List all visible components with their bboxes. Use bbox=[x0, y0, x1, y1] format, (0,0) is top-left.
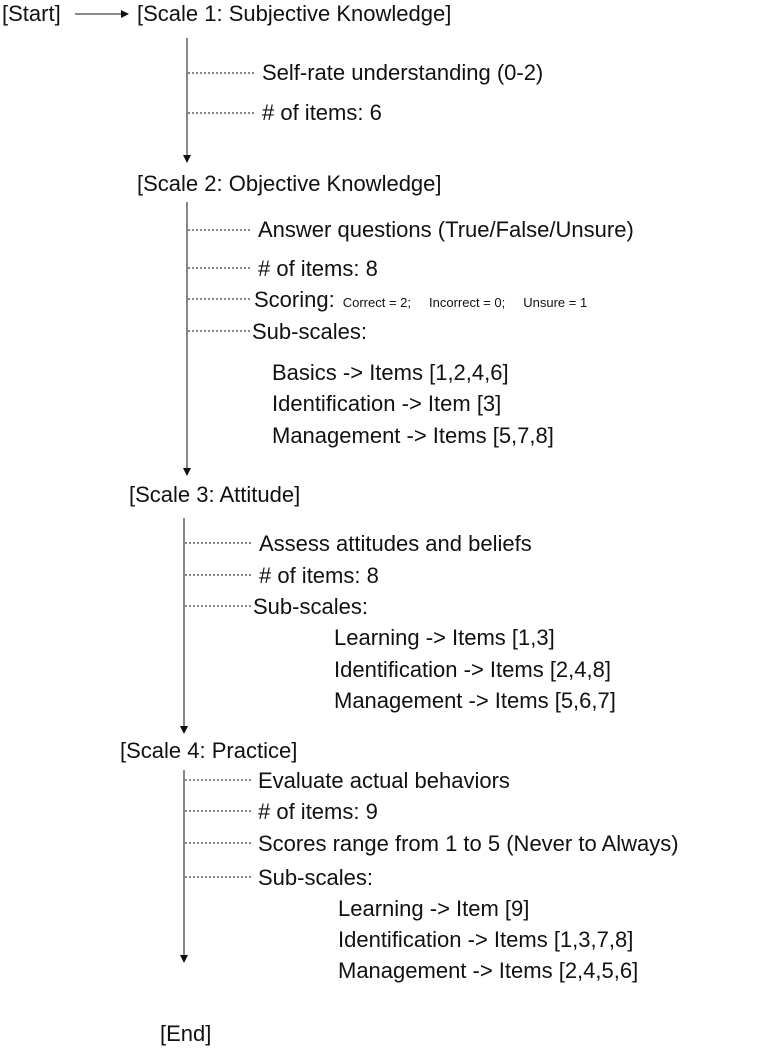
scale-4-subscale: Management -> Items [2,4,5,6] bbox=[338, 958, 639, 983]
scale-4-subscale: Learning -> Item [9] bbox=[338, 896, 530, 921]
scale-1-item: Self-rate understanding (0-2) bbox=[262, 60, 544, 85]
scale-3-subscale: Identification -> Items [2,4,8] bbox=[334, 657, 611, 682]
scale-3-item: Assess attitudes and beliefs bbox=[259, 531, 532, 556]
scale-2-subscale: Basics -> Items [1,2,4,6] bbox=[272, 360, 509, 385]
scale-1-item: # of items: 6 bbox=[262, 100, 382, 125]
scoring-value: Incorrect = 0; bbox=[429, 295, 506, 310]
scale-3-subscale: Management -> Items [5,6,7] bbox=[334, 688, 616, 713]
scale-4-title: [Scale 4: Practice] bbox=[120, 738, 298, 763]
scale-3-subscale: Learning -> Items [1,3] bbox=[334, 625, 555, 650]
scoring-value: Correct = 2; bbox=[342, 295, 411, 310]
scale-4-item: # of items: 9 bbox=[258, 799, 378, 824]
scale-4-item: Scores range from 1 to 5 (Never to Always) bbox=[258, 831, 679, 856]
scale-2-subscale: Management -> Items [5,7,8] bbox=[272, 423, 554, 448]
scale-4-subscales-label: Sub-scales: bbox=[258, 865, 373, 890]
start-node: [Start] bbox=[2, 1, 61, 26]
scale-2-subscales-label: Sub-scales: bbox=[252, 319, 367, 344]
scale-2-item: Answer questions (True/False/Unsure) bbox=[258, 217, 634, 242]
scale-3-subscales-label: Sub-scales: bbox=[253, 594, 368, 619]
end-node: [End] bbox=[160, 1021, 212, 1046]
scale-3-item: # of items: 8 bbox=[259, 563, 379, 588]
scale-4-item: Evaluate actual behaviors bbox=[258, 768, 510, 793]
scoring-value: Unsure = 1 bbox=[523, 295, 588, 310]
scoring-label: Scoring: bbox=[254, 287, 335, 312]
scale-2-title: [Scale 2: Objective Knowledge] bbox=[137, 171, 442, 196]
scale-2-item: # of items: 8 bbox=[258, 256, 378, 281]
scale-2-subscale: Identification -> Item [3] bbox=[272, 391, 502, 416]
scale-4-subscale: Identification -> Items [1,3,7,8] bbox=[338, 927, 634, 952]
scale-2-scoring bbox=[254, 289, 587, 311]
scale-3-title: [Scale 3: Attitude] bbox=[129, 482, 301, 507]
scale-1-title: [Scale 1: Subjective Knowledge] bbox=[137, 1, 452, 26]
